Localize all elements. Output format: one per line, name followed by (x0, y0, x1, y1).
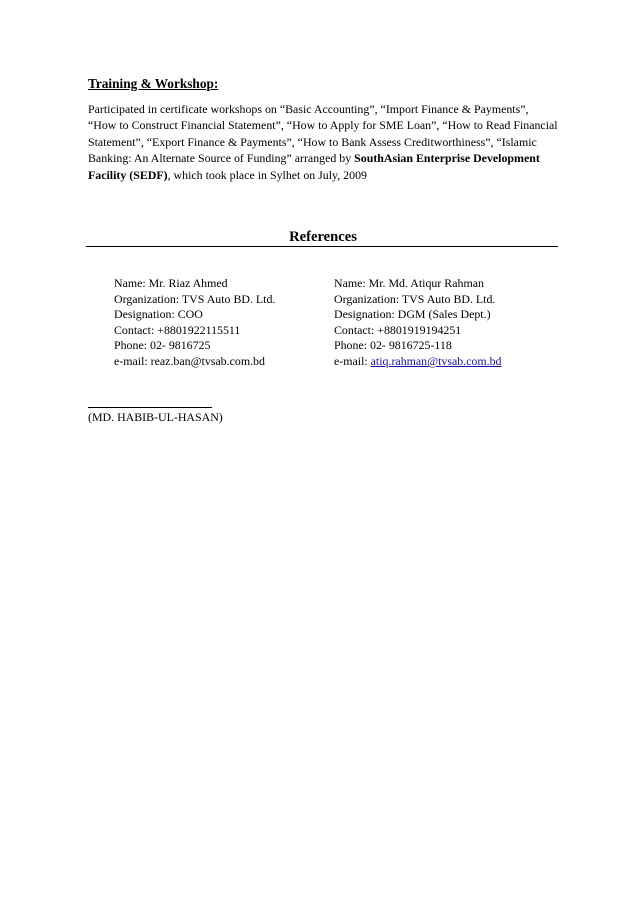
training-heading: Training & Workshop: (88, 76, 219, 91)
ref-right-email-link[interactable]: atiq.rahman@tvsab.com.bd (370, 353, 502, 368)
signature-line (88, 407, 212, 408)
ref-right-phone: Phone: 02- 9816725-118 (334, 338, 452, 353)
ref-right-organization: Organization: TVS Auto BD. Ltd. (334, 291, 496, 306)
ref-right-name: Name: Mr. Md. Atiqur Rahman (334, 276, 484, 290)
ref-left-email: e-mail: reaz.ban@tvsab.com.bd (114, 353, 265, 368)
ref-left-organization: Organization: TVS Auto BD. Ltd. (114, 291, 276, 306)
training-organizer-abbrev: Facility (SEDF) (88, 167, 168, 182)
references-title: References (289, 229, 357, 245)
ref-left-contact: Contact: +8801922115511 (114, 322, 241, 337)
training-line-4-text: Banking: An Alternate Source of Funding” arranged by (88, 151, 355, 166)
training-line-5-text: , which took place in Sylhet on July, 2009 (167, 167, 367, 182)
training-organizer-bold: SouthAsian Enterprise Development (354, 151, 540, 166)
training-line-2: “How to Construct Financial Statement”, “How to Apply for SME Loan”, “How to Read Financial (88, 118, 558, 133)
training-line-3: Statement”, “Export Finance & Payments”, “How to Bank Assess Creditworthiness”, “Islamic (88, 134, 537, 149)
training-line-1: Participated in certificate workshops on “Basic Accounting”, “Import Finance & Payments”, (88, 102, 529, 116)
ref-left-designation: Designation: COO (114, 307, 203, 322)
reference-left (114, 276, 275, 370)
reference-right (334, 276, 501, 370)
training-line-5 (88, 167, 564, 183)
references-divider (86, 246, 558, 247)
ref-left-name: Name: Mr. Riaz Ahmed (114, 276, 228, 290)
training-line-4 (88, 150, 564, 166)
training-paragraph (88, 101, 564, 183)
signature-name: (MD. HABIB-UL-HASAN) (88, 410, 223, 424)
ref-right-contact: Contact: +8801919194251 (334, 322, 462, 337)
ref-left-phone: Phone: 02- 9816725 (114, 338, 211, 353)
ref-right-email (334, 354, 501, 370)
ref-right-designation: Designation: DGM (Sales Dept.) (334, 307, 491, 322)
ref-right-email-label: e-mail: (334, 353, 371, 368)
